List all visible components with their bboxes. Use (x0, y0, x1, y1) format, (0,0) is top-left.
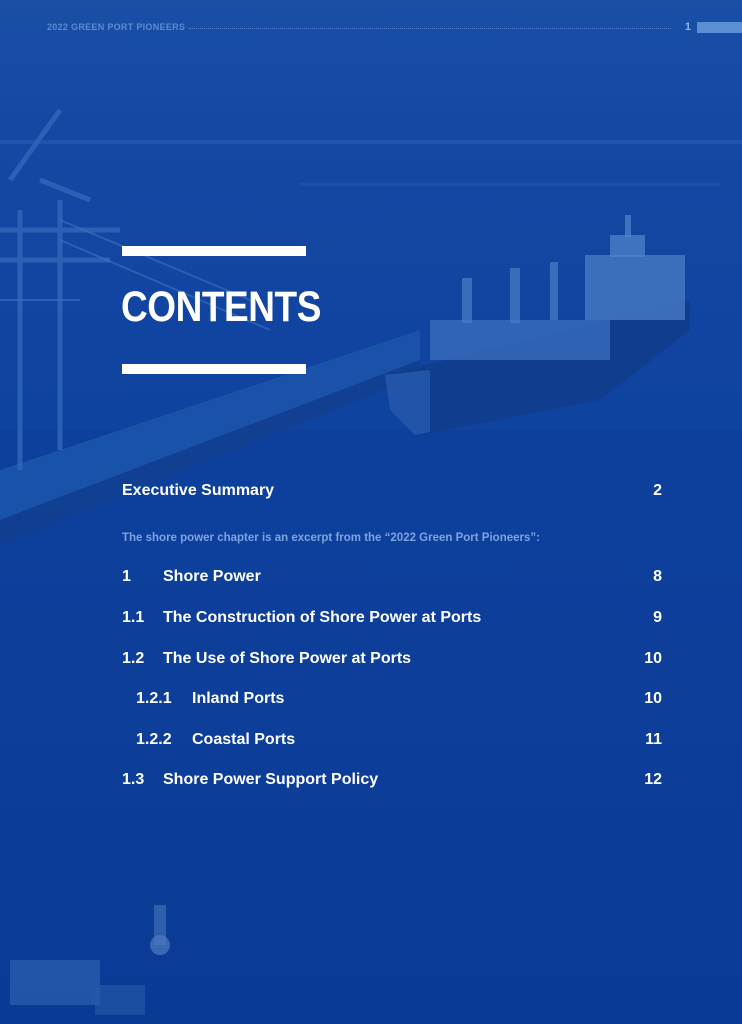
toc-subentry[interactable] (122, 731, 662, 753)
toc-entry-label: Executive Summary (122, 482, 275, 499)
toc-entry-page: 2 (653, 482, 662, 499)
toc-entry-number: 1.2.1 (136, 690, 172, 707)
toc-entry-label: Inland Ports (192, 690, 285, 707)
header-accent-tab (697, 22, 742, 33)
toc-entry-number: 1.1 (122, 609, 145, 626)
contents-title: CONTENTS (121, 283, 321, 331)
toc-entry-page: 9 (653, 609, 662, 626)
toc-entry-page: 8 (653, 568, 662, 585)
toc-subentry[interactable] (122, 690, 662, 712)
toc-entry-number: 1.3 (122, 771, 145, 788)
title-bottom-rule (122, 364, 306, 374)
toc-entry-page: 12 (644, 771, 662, 788)
toc-entry[interactable] (122, 771, 662, 793)
header-dotted-rule (189, 28, 671, 29)
running-header (47, 22, 693, 36)
toc-entry-page: 10 (644, 690, 662, 707)
toc-entry-page: 11 (645, 731, 662, 748)
chapter-intro-note: The shore power chapter is an excerpt from the “2022 Green Port Pioneers”: (122, 532, 540, 544)
toc-entry-label: Shore Power (163, 568, 261, 585)
toc-entry[interactable] (122, 609, 662, 631)
toc-entry[interactable] (122, 650, 662, 672)
toc-entry-page: 10 (644, 650, 662, 667)
header-page-number: 1 (684, 21, 691, 33)
toc-entry-label: Coastal Ports (192, 731, 296, 748)
toc-entry-label: The Construction of Shore Power at Ports (163, 609, 482, 626)
toc-entry-label: Shore Power Support Policy (163, 771, 379, 788)
toc-entry-label: The Use of Shore Power at Ports (163, 650, 412, 667)
toc-entry-number: 1.2 (122, 650, 145, 667)
toc-entry-number: 1.2.2 (136, 731, 172, 748)
toc-entry[interactable] (122, 568, 662, 590)
toc-entry-executive-summary[interactable] (122, 482, 662, 504)
title-top-rule (122, 246, 306, 256)
header-title: 2022 GREEN PORT PIONEERS (47, 22, 186, 32)
toc-entry-number: 1 (122, 568, 131, 585)
